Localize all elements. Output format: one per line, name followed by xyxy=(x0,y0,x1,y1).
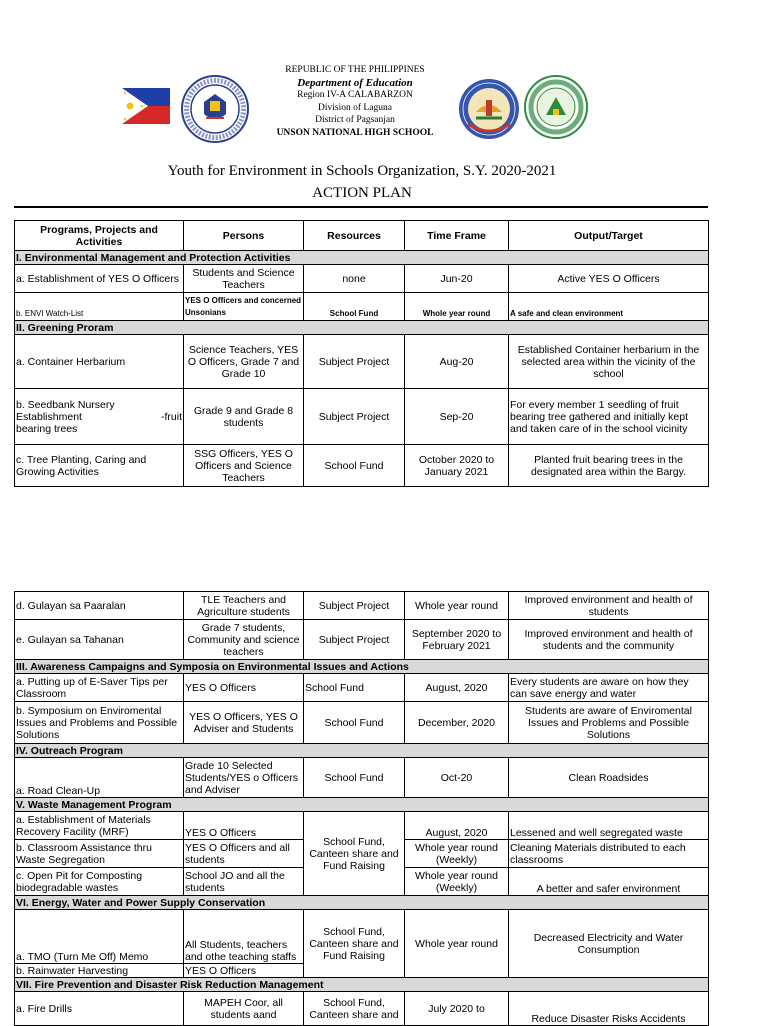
timeframe-cell: December, 2020 xyxy=(405,702,509,744)
output-cell: A safe and clean environment xyxy=(509,293,709,321)
table-header-row xyxy=(15,221,709,251)
timeframe-cell: Aug-20 xyxy=(405,335,509,389)
persons-cell: Grade 9 and Grade 8 students xyxy=(184,389,304,445)
table-row xyxy=(15,992,709,1026)
persons-cell: Grade 7 students, Community and science teachers xyxy=(184,620,304,660)
activity-cell: a. Fire Drills xyxy=(15,992,184,1026)
activity-cell: b. Rainwater Harvesting xyxy=(15,964,184,978)
persons-cell: Science Teachers, YES O Officers, Grade 7 and Grade 10 xyxy=(184,335,304,389)
header-timeframe: Time Frame xyxy=(405,221,509,251)
resources-cell: Subject Project xyxy=(304,389,405,445)
output-cell: Every students are aware on how they can save energy and water xyxy=(509,674,709,702)
header-output: Output/Target xyxy=(509,221,709,251)
republic-line: REPUBLIC OF THE PHILIPPINES xyxy=(285,65,425,75)
timeframe-cell: Whole year round (Weekly) xyxy=(405,868,509,896)
document-title: Youth for Environment in Schools Organization, S.Y. 2020-2021 xyxy=(167,163,557,179)
table-row xyxy=(15,620,709,660)
persons-cell: MAPEH Coor, all students aand xyxy=(184,992,304,1026)
persons-cell: TLE Teachers and Agriculture students xyxy=(184,592,304,620)
table-row xyxy=(15,910,709,964)
section-title: VII. Fire Prevention and Disaster Risk Reduction Management xyxy=(15,978,709,992)
activity-word: Establishment xyxy=(16,410,82,423)
persons-cell: YES O Officers and concerned Unsonians xyxy=(184,293,304,321)
activity-cell: e. Gulayan sa Tahanan xyxy=(15,620,184,660)
resources-cell: School Fund xyxy=(304,758,405,798)
section-row xyxy=(15,744,709,758)
school-name: UNSON NATIONAL HIGH SCHOOL xyxy=(276,127,434,138)
output-cell: Reduce Disaster Risks Accidents xyxy=(509,992,709,1026)
activity-cell: a. Road Clean-Up xyxy=(15,758,184,798)
timeframe-cell: September 2020 to February 2021 xyxy=(405,620,509,660)
section-title: VI. Energy, Water and Power Supply Conservation xyxy=(15,896,709,910)
resources-cell: School Fund, Canteen share and Fund Raising xyxy=(304,910,405,978)
table-row xyxy=(15,293,709,321)
region-line: Region IV-A CALABARZON xyxy=(297,90,413,100)
resources-cell: Subject Project xyxy=(304,592,405,620)
activity-cell: a. TMO (Turn Me Off) Memo xyxy=(15,910,184,964)
output-cell: Cleaning Materials distributed to each classrooms xyxy=(509,840,709,868)
header-resources: Resources xyxy=(304,221,405,251)
output-cell: A better and safer environment xyxy=(509,868,709,896)
timeframe-cell: July 2020 to xyxy=(405,992,509,1026)
timeframe-cell: Whole year round xyxy=(405,910,509,978)
persons-cell: All Students, teachers and othe teaching staffs xyxy=(184,910,304,964)
philippine-flag-logo xyxy=(122,88,170,124)
persons-cell: Students and Science Teachers xyxy=(184,265,304,293)
division-line: Division of Laguna xyxy=(318,102,392,113)
activity-cell: a. Container Herbarium xyxy=(15,335,184,389)
persons-cell: YES O Officers xyxy=(184,964,304,978)
timeframe-cell: Whole year round (Weekly) xyxy=(405,840,509,868)
section-row xyxy=(15,978,709,992)
timeframe-cell: August, 2020 xyxy=(405,812,509,840)
table-row xyxy=(15,592,709,620)
action-plan-table-page2 xyxy=(14,591,709,1026)
output-cell: Students are aware of Enviromental Issues and Problems and Possible Solutions xyxy=(509,702,709,744)
resources-cell: Subject Project xyxy=(304,335,405,389)
section-row xyxy=(15,798,709,812)
resources-cell: School Fund xyxy=(304,702,405,744)
section-row xyxy=(15,660,709,674)
timeframe-cell: October 2020 to January 2021 xyxy=(405,445,509,487)
activity-line: bearing trees xyxy=(16,422,78,435)
resources-cell: Subject Project xyxy=(304,620,405,660)
timeframe-cell: Sep-20 xyxy=(405,389,509,445)
activity-cell: b. Symposium on Enviromental Issues and Problems and Possible Solutions xyxy=(15,702,184,744)
section-title: V. Waste Management Program xyxy=(15,798,709,812)
action-plan-table-page1 xyxy=(14,220,709,487)
activity-cell xyxy=(15,389,184,445)
unson-nhs-seal-logo xyxy=(524,75,588,139)
output-cell: Lessened and well segregated waste xyxy=(509,812,709,840)
resources-cell: School Fund, Canteen share and xyxy=(304,992,405,1026)
timeframe-cell: Jun-20 xyxy=(405,265,509,293)
section-title: IV. Outreach Program xyxy=(15,744,709,758)
deped-seal-logo xyxy=(180,74,250,144)
table-row xyxy=(15,389,709,445)
section-title: I. Environmental Management and Protection Activities xyxy=(15,251,709,265)
persons-cell: SSG Officers, YES O Officers and Science Teachers xyxy=(184,445,304,487)
resources-cell: School Fund xyxy=(304,674,405,702)
output-cell: Established Container herbarium in the selected area within the vicinity of the school xyxy=(509,335,709,389)
header-programs: Programs, Projects and Activities xyxy=(15,221,184,251)
activity-line: b. Seedbank Nursery xyxy=(16,398,115,411)
section-row xyxy=(15,321,709,335)
output-cell: Improved environment and health of students and the community xyxy=(509,620,709,660)
persons-cell: YES O Officers xyxy=(184,812,304,840)
persons-cell: Grade 10 Selected Students/YES o Officers and Adviser xyxy=(184,758,304,798)
output-cell: For every member 1 seedling of fruit bearing tree gathered and initially kept and taken care of in the school vicinity xyxy=(509,389,709,445)
document-subtitle: ACTION PLAN xyxy=(312,185,412,201)
table-row xyxy=(15,702,709,744)
timeframe-cell: Whole year round xyxy=(405,592,509,620)
activity-cell: c. Tree Planting, Caring and Growing Activities xyxy=(15,445,184,487)
activity-cell: b. Classroom Assistance thru Waste Segregation xyxy=(15,840,184,868)
activity-cell: d. Gulayan sa Paaralan xyxy=(15,592,184,620)
header-persons: Persons xyxy=(184,221,304,251)
section-row xyxy=(15,896,709,910)
section-title: III. Awareness Campaigns and Symposia on Environmental Issues and Actions xyxy=(15,660,709,674)
division-of-laguna-seal-logo xyxy=(458,78,520,140)
district-line: District of Pagsanjan xyxy=(315,115,395,125)
activity-cell: a. Establishment of YES O Officers xyxy=(15,265,184,293)
timeframe-cell: Whole year round xyxy=(405,293,509,321)
section-row xyxy=(15,251,709,265)
resources-cell: none xyxy=(304,265,405,293)
output-cell: Planted fruit bearing trees in the designated area within the Bargy. xyxy=(509,445,709,487)
persons-cell: School JO and all the students xyxy=(184,868,304,896)
persons-cell: YES O Officers and all students xyxy=(184,840,304,868)
table-row xyxy=(15,265,709,293)
activity-cell: a. Putting up of E-Saver Tips per Classroom xyxy=(15,674,184,702)
activity-cell: c. Open Pit for Composting biodegradable wastes xyxy=(15,868,184,896)
timeframe-cell: Oct-20 xyxy=(405,758,509,798)
persons-cell: YES O Officers, YES O Adviser and Students xyxy=(184,702,304,744)
table-row xyxy=(15,445,709,487)
resources-cell: School Fund xyxy=(304,293,405,321)
title-divider xyxy=(14,206,708,208)
letterhead-text xyxy=(255,64,455,139)
activity-cell: b. ENVI Watch-List xyxy=(15,293,184,321)
activity-word: -fruit xyxy=(161,410,182,423)
activity-cell: a. Establishment of Materials Recovery Facility (MRF) xyxy=(15,812,184,840)
table-row xyxy=(15,758,709,798)
resources-cell: School Fund, Canteen share and Fund Raising xyxy=(304,812,405,896)
department-line: Department of Education xyxy=(297,76,413,89)
output-cell: Decreased Electricity and Water Consumption xyxy=(509,910,709,978)
activity-line-justified xyxy=(16,411,182,423)
output-cell: Improved environment and health of students xyxy=(509,592,709,620)
table-row xyxy=(15,335,709,389)
table-row xyxy=(15,674,709,702)
persons-cell: YES O Officers xyxy=(184,674,304,702)
section-title: II. Greening Proram xyxy=(15,321,709,335)
output-cell: Active YES O Officers xyxy=(509,265,709,293)
table-row xyxy=(15,812,709,840)
output-cell: Clean Roadsides xyxy=(509,758,709,798)
resources-cell: School Fund xyxy=(304,445,405,487)
timeframe-cell: August, 2020 xyxy=(405,674,509,702)
